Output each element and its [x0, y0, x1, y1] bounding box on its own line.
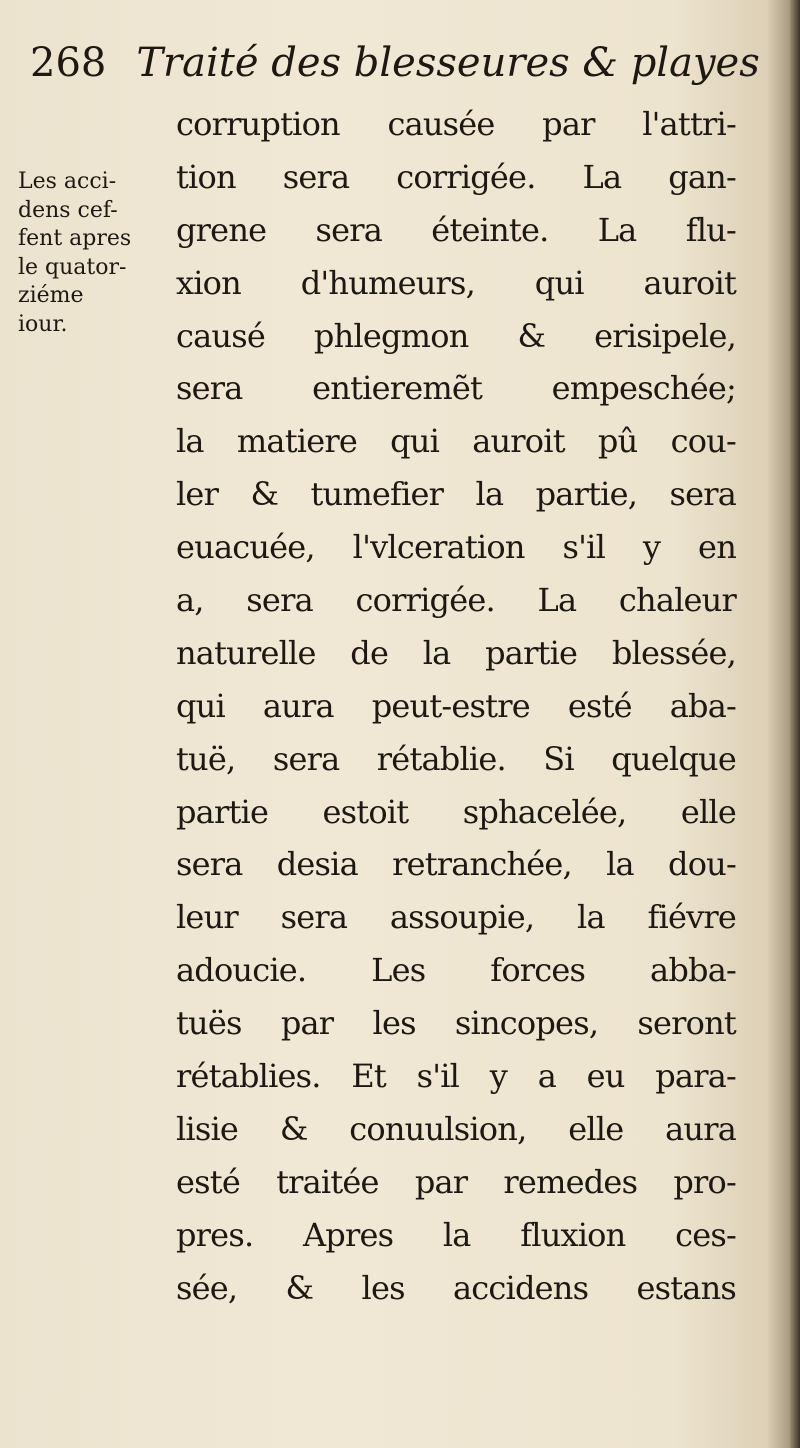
text-line: euacuée, l'vlceration s'il y en — [176, 528, 736, 567]
text-line: sée, & les accidens estans — [176, 1268, 736, 1307]
text-line: leur sera assoupie, la fiévre — [176, 898, 736, 937]
text-line: grene sera éteinte. La flu- — [176, 210, 736, 249]
text-line: sera entieremẽt empeschée; — [176, 369, 736, 408]
text-line: rétablies. Et s'il y a eu para- — [176, 1057, 736, 1096]
text-line: ler & tumefier la partie, sera — [176, 475, 736, 514]
margin-note-line: fent apres — [18, 226, 132, 251]
text-line: tuë, sera rétablie. Si quelque — [176, 739, 736, 778]
margin-note — [18, 168, 168, 339]
text-line: tuës par les sincopes, seront — [176, 1004, 736, 1043]
page-edge — [790, 0, 800, 1448]
text-line: tion sera corrigée. La gan- — [176, 157, 736, 196]
text-line: causé phlegmon & erisipele, — [176, 316, 736, 355]
running-title: Traité des blesseures & playes — [136, 40, 760, 86]
body-text — [176, 98, 736, 1314]
text-line: adoucie. Les forces abba- — [176, 951, 736, 990]
margin-note-line: Les acci- — [18, 169, 117, 194]
text-line: a, sera corrigée. La chaleur — [176, 581, 736, 620]
text-line: xion d'humeurs, qui auroit — [176, 263, 736, 302]
text-line: partie estoit sphacelée, elle — [176, 792, 736, 831]
text-line: corruption causée par l'attri- — [176, 105, 736, 143]
margin-note-line: iour. — [18, 311, 68, 337]
text-line: lisie & conuulsion, elle aura — [176, 1109, 736, 1148]
page-header — [30, 40, 760, 100]
text-line: pres. Apres la fluxion ces- — [176, 1215, 736, 1254]
text-line: naturelle de la partie blessée, — [176, 633, 736, 672]
text-line: esté traitée par remedes pro- — [176, 1162, 736, 1201]
page-number: 268 — [30, 40, 107, 86]
text-line: qui aura peut-estre esté aba- — [176, 686, 736, 725]
text-line: sera desia retranchée, la dou- — [176, 845, 736, 884]
text-line: la matiere qui auroit pû cou- — [176, 422, 736, 461]
margin-note-line: le quator- — [18, 254, 127, 280]
margin-note-line: ziéme — [18, 283, 84, 308]
margin-note-line: dens cef- — [18, 197, 118, 223]
